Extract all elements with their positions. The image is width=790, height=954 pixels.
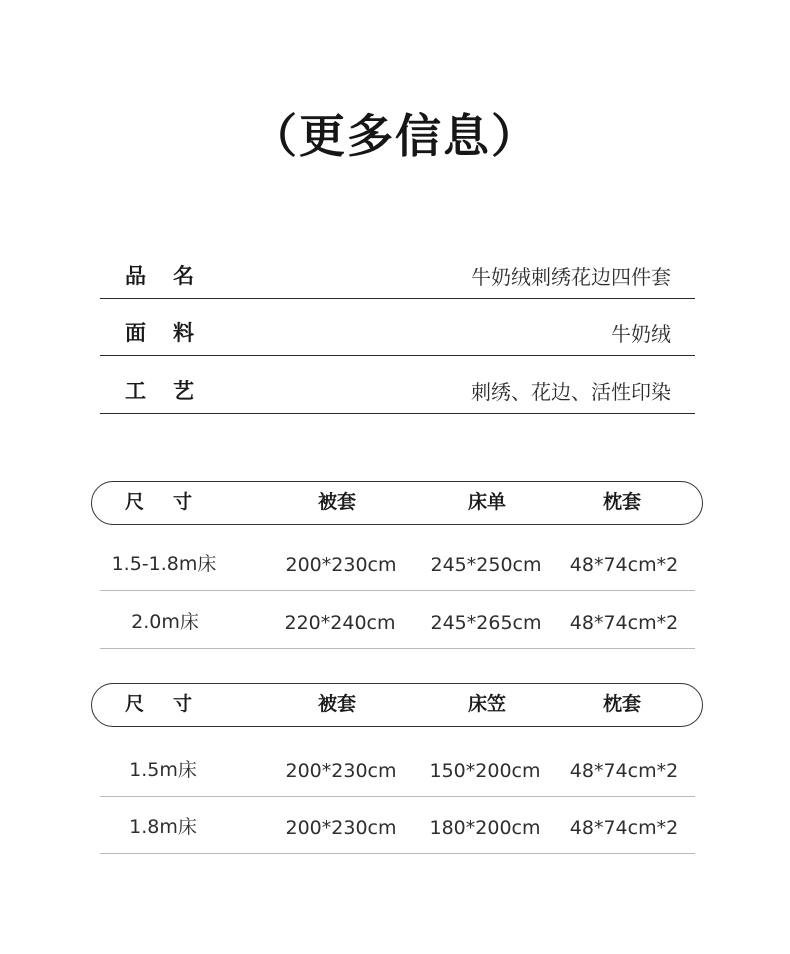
header-size-char: 寸 bbox=[173, 693, 193, 715]
info-label-char: 面 bbox=[125, 321, 146, 345]
info-label bbox=[125, 375, 194, 405]
header-size-char: 尺 bbox=[125, 693, 145, 715]
header-size-char: 寸 bbox=[173, 491, 193, 513]
size-table-2-header bbox=[91, 683, 703, 727]
info-label-char: 料 bbox=[173, 321, 194, 345]
header-size bbox=[125, 684, 192, 725]
cell-bed-sheet: 245*265cm bbox=[430, 612, 542, 634]
info-label-char: 品 bbox=[125, 264, 146, 288]
info-value: 牛奶绒刺绣花边四件套 bbox=[471, 265, 671, 289]
cell-duvet-cover: 200*230cm bbox=[285, 554, 397, 576]
cell-pillowcase: 48*74cm*2 bbox=[569, 612, 679, 634]
cell-size: 1.5m床 bbox=[129, 759, 197, 781]
header-size bbox=[125, 482, 192, 523]
table-row bbox=[100, 592, 695, 649]
info-row-product-name bbox=[100, 243, 695, 299]
header-size-char: 尺 bbox=[125, 491, 145, 513]
info-label bbox=[125, 260, 194, 290]
cell-fitted-sheet: 180*200cm bbox=[429, 817, 541, 839]
header-fitted-sheet: 床笠 bbox=[467, 693, 507, 715]
header-duvet-cover: 被套 bbox=[317, 491, 357, 513]
info-row-material bbox=[100, 300, 695, 356]
cell-pillowcase: 48*74cm*2 bbox=[569, 554, 679, 576]
header-duvet-cover: 被套 bbox=[317, 693, 357, 715]
page-title: （更多信息） bbox=[251, 109, 539, 163]
cell-size: 1.8m床 bbox=[129, 816, 197, 838]
info-value: 牛奶绒 bbox=[611, 322, 671, 346]
cell-duvet-cover: 200*230cm bbox=[285, 760, 397, 782]
table-row bbox=[100, 740, 695, 797]
info-label-char: 艺 bbox=[173, 379, 194, 403]
info-label-char: 名 bbox=[173, 264, 194, 288]
header-pillowcase: 枕套 bbox=[602, 693, 642, 715]
table-row bbox=[100, 797, 695, 854]
info-value: 刺绣、花边、活性印染 bbox=[471, 380, 671, 404]
info-row-craft bbox=[100, 358, 695, 414]
header-pillowcase: 枕套 bbox=[602, 491, 642, 513]
cell-pillowcase: 48*74cm*2 bbox=[569, 817, 679, 839]
table-row bbox=[100, 534, 695, 591]
size-table-1-header bbox=[91, 481, 703, 525]
cell-bed-sheet: 245*250cm bbox=[430, 554, 542, 576]
header-bed-sheet: 床单 bbox=[467, 491, 507, 513]
cell-fitted-sheet: 150*200cm bbox=[429, 760, 541, 782]
info-label-char: 工 bbox=[125, 379, 146, 403]
cell-size: 1.5-1.8m床 bbox=[111, 553, 217, 575]
info-label bbox=[125, 317, 194, 347]
cell-duvet-cover: 220*240cm bbox=[284, 612, 396, 634]
cell-pillowcase: 48*74cm*2 bbox=[569, 760, 679, 782]
cell-duvet-cover: 200*230cm bbox=[285, 817, 397, 839]
cell-size: 2.0m床 bbox=[131, 611, 199, 633]
